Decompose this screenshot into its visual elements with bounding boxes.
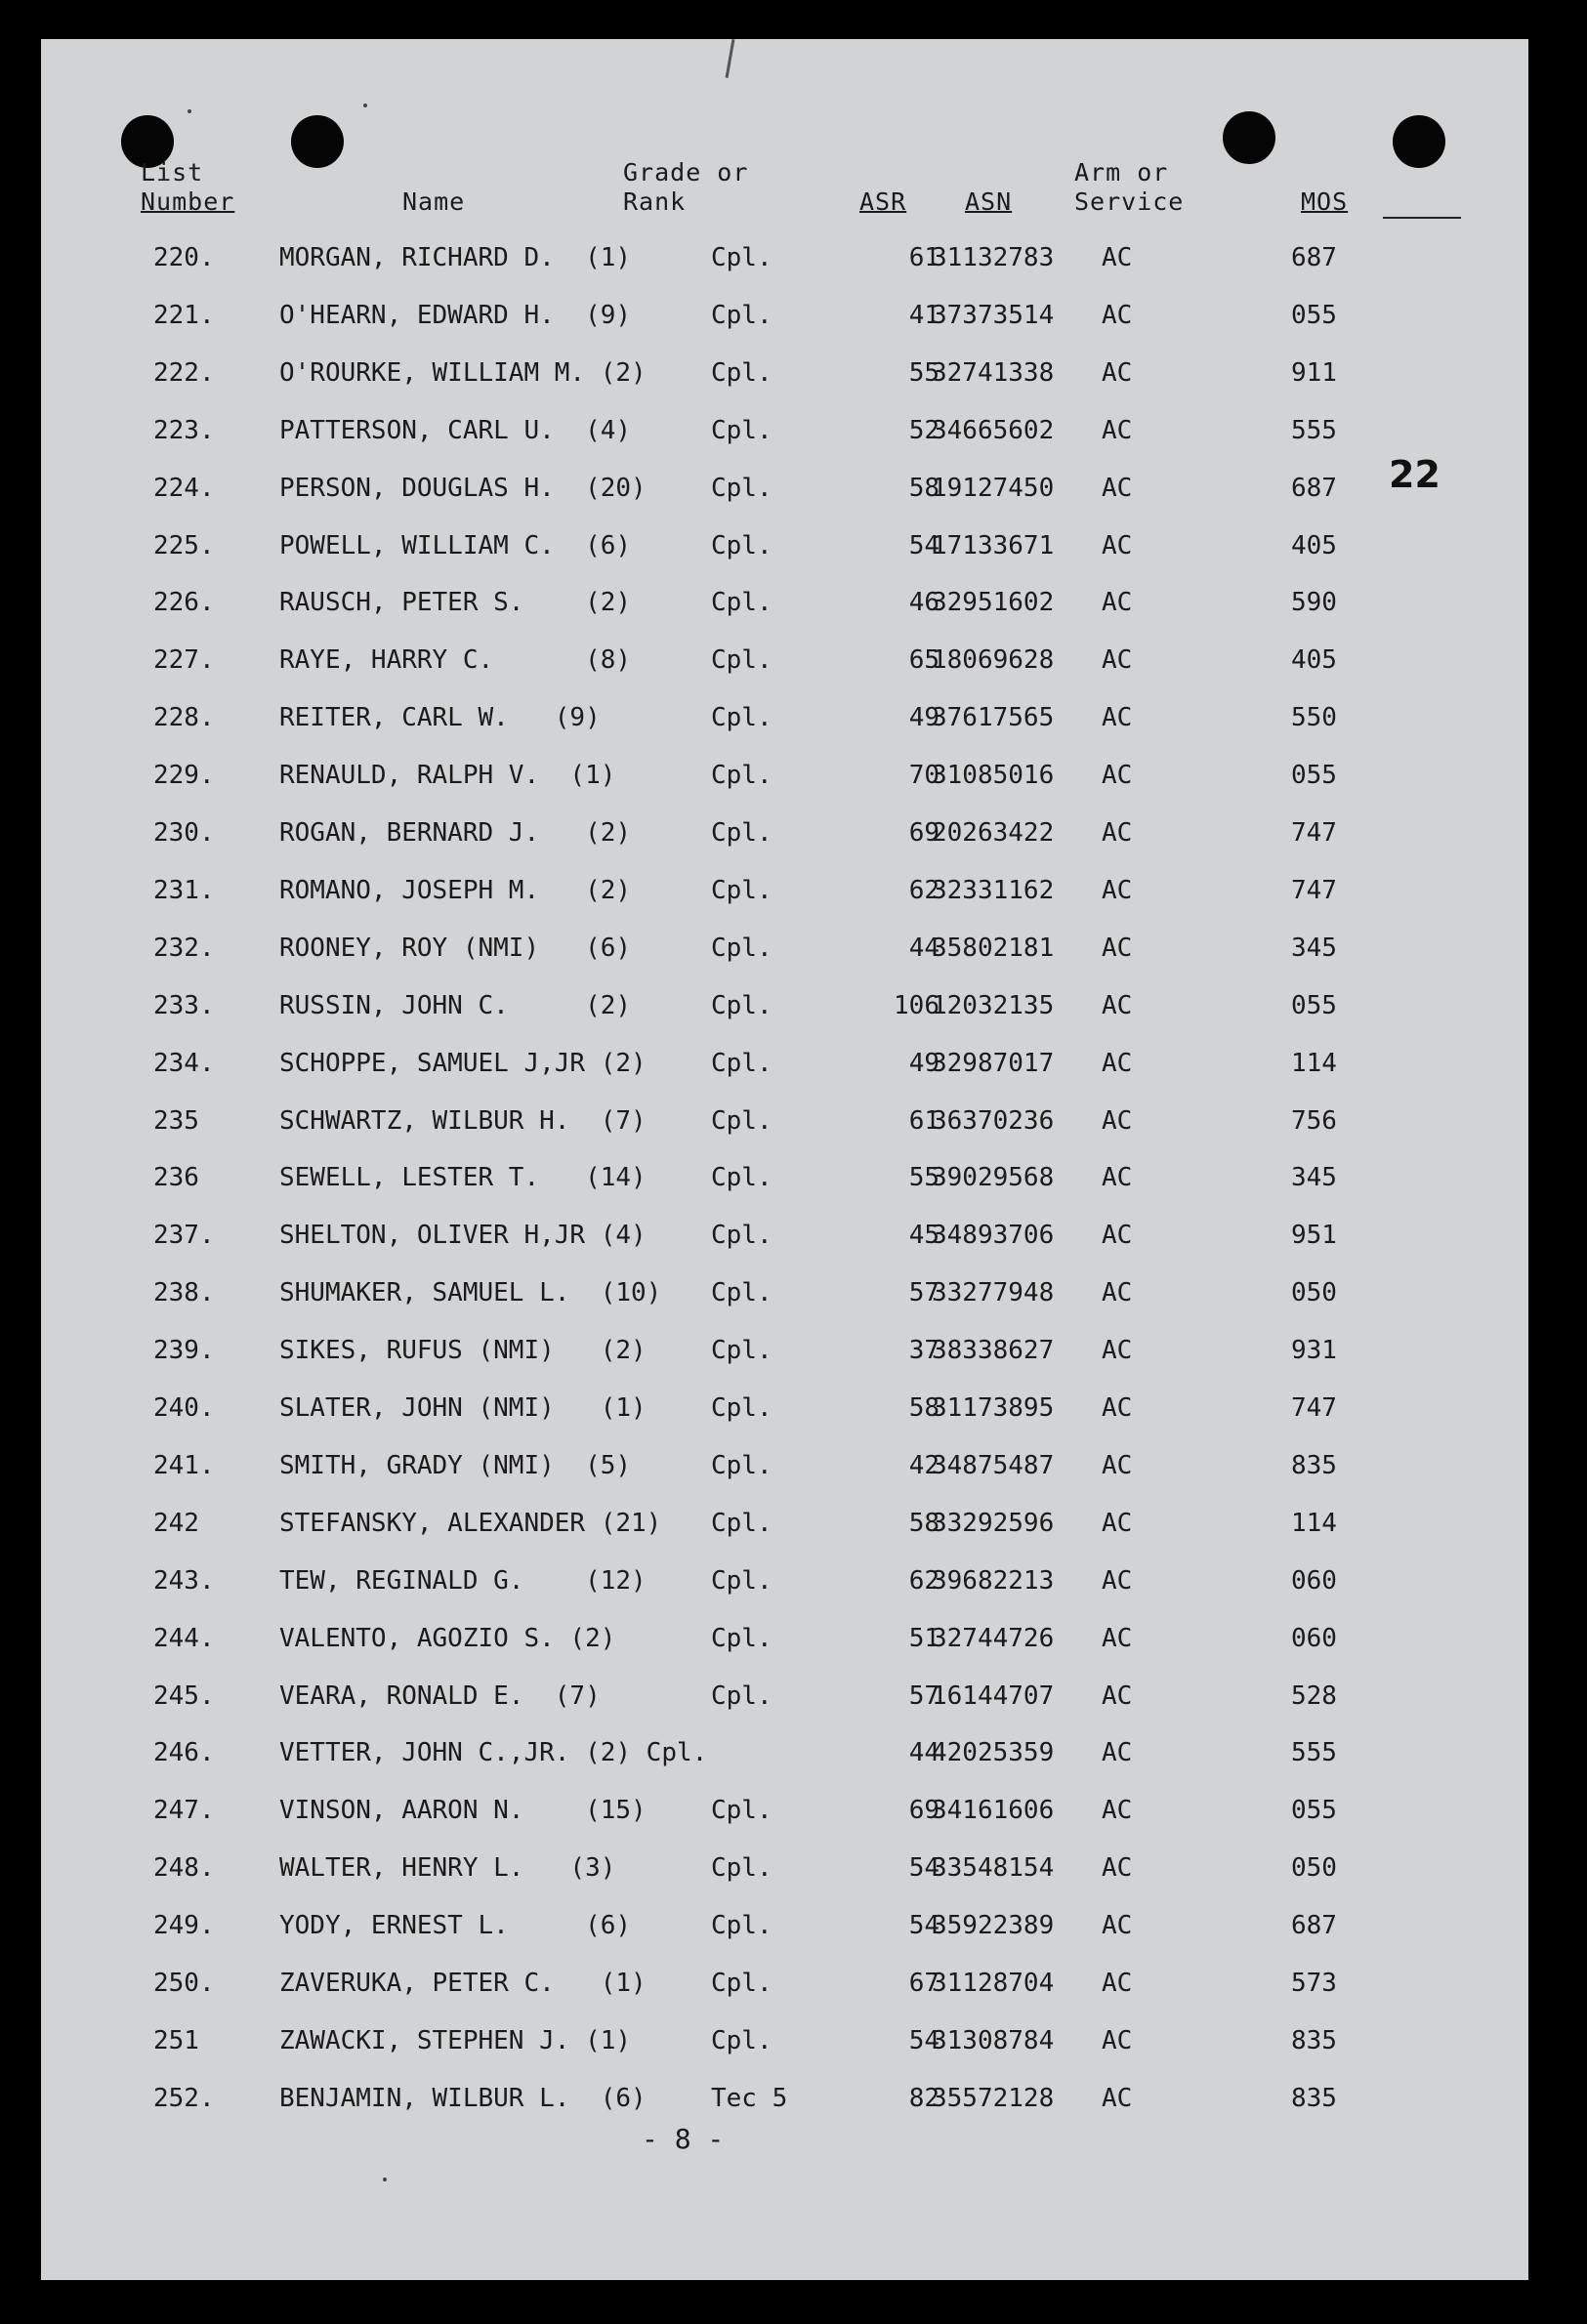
mos-code: 055	[1291, 761, 1337, 791]
serial-number: 39029568	[932, 1163, 1055, 1193]
serial-number: 34665602	[932, 415, 1055, 445]
soldier-name: O'HEARN, EDWARD H. (9)	[279, 300, 632, 330]
grade: Cpl.	[711, 2025, 773, 2055]
table-row	[41, 929, 1528, 968]
mos-code: 951	[1291, 1221, 1337, 1251]
asr-score: 44	[908, 1738, 940, 1768]
mos-code: 747	[1291, 1393, 1337, 1423]
arm-service: AC	[1102, 588, 1133, 618]
list-number: 227.	[153, 645, 215, 676]
arm-service: AC	[1102, 1681, 1133, 1711]
header-asr-label: ASR	[859, 187, 907, 216]
serial-number: 33548154	[932, 1853, 1055, 1884]
header-rule	[1383, 217, 1461, 219]
list-number: 229.	[153, 761, 215, 791]
grade: Cpl.	[711, 1393, 773, 1423]
serial-number: 33292596	[932, 1508, 1055, 1538]
table-row	[41, 1273, 1528, 1312]
asr-score: 58	[908, 1508, 940, 1538]
list-number: 249.	[153, 1911, 215, 1941]
mos-code: 050	[1291, 1853, 1337, 1884]
grade: Cpl.	[711, 1105, 773, 1136]
asr-score: 51	[908, 1623, 940, 1653]
soldier-name: WALTER, HENRY L. (3)	[279, 1853, 616, 1884]
mos-code: 345	[1291, 933, 1337, 963]
table-row	[41, 1791, 1528, 1830]
list-number: 251	[153, 2025, 199, 2055]
list-number: 243.	[153, 1565, 215, 1596]
table-row	[41, 353, 1528, 393]
grade: Cpl.	[711, 1048, 773, 1078]
grade: Tec 5	[711, 2083, 788, 2113]
table-row	[41, 2021, 1528, 2060]
header-number: Number	[141, 187, 235, 216]
table-row	[41, 296, 1528, 335]
arm-service: AC	[1102, 1278, 1133, 1308]
mos-code: 590	[1291, 588, 1337, 618]
soldier-name: VALENTO, AGOZIO S. (2)	[279, 1623, 616, 1653]
mos-code: 835	[1291, 2025, 1337, 2055]
serial-number: 32331162	[932, 875, 1055, 905]
header-asn-label: ASN	[965, 187, 1013, 216]
list-number: 223.	[153, 415, 215, 445]
serial-number: 32951602	[932, 588, 1055, 618]
list-number: 238.	[153, 1278, 215, 1308]
list-number: 221.	[153, 300, 215, 330]
list-number: 245.	[153, 1681, 215, 1711]
asr-score: 57	[908, 1681, 940, 1711]
asr-score: 69	[908, 1796, 940, 1826]
grade: Cpl.	[711, 761, 773, 791]
serial-number: 32741338	[932, 357, 1055, 388]
table-row	[41, 1101, 1528, 1141]
table-row	[41, 526, 1528, 565]
soldier-name: SCHWARTZ, WILBUR H. (7)	[279, 1105, 647, 1136]
list-number: 237.	[153, 1221, 215, 1251]
header-arm	[1074, 158, 1184, 217]
asr-score: 69	[908, 818, 940, 848]
grade: Cpl.	[711, 1163, 773, 1193]
table-row	[41, 1964, 1528, 2003]
header-grade-1: Grade or	[623, 158, 749, 187]
serial-number: 12032135	[932, 990, 1055, 1020]
mos-code: 835	[1291, 2083, 1337, 2113]
mos-code: 555	[1291, 1738, 1337, 1768]
mos-code: 931	[1291, 1336, 1337, 1366]
table-row	[41, 583, 1528, 622]
list-number: 252.	[153, 2083, 215, 2113]
serial-number: 35802181	[932, 933, 1055, 963]
soldier-name: ZAWACKI, STEPHEN J. (1)	[279, 2025, 632, 2055]
table-row	[41, 1331, 1528, 1370]
asr-score: 46	[908, 588, 940, 618]
mos-code: 114	[1291, 1508, 1337, 1538]
grade: Cpl.	[711, 1623, 773, 1653]
list-number: 239.	[153, 1336, 215, 1366]
asr-score: 52	[908, 415, 940, 445]
arm-service: AC	[1102, 1221, 1133, 1251]
serial-number: 34893706	[932, 1221, 1055, 1251]
list-number: 232.	[153, 933, 215, 963]
serial-number: 17133671	[932, 530, 1055, 560]
mos-code: 687	[1291, 473, 1337, 503]
table-row	[41, 1158, 1528, 1197]
asr-score: 61	[908, 243, 940, 272]
grade: Cpl.	[711, 1508, 773, 1538]
punch-hole-right-2	[1393, 115, 1445, 168]
serial-number: 16144707	[932, 1681, 1055, 1711]
list-number: 226.	[153, 588, 215, 618]
arm-service: AC	[1102, 530, 1133, 560]
margin-number: 22	[1389, 453, 1441, 496]
arm-service: AC	[1102, 1969, 1133, 1998]
serial-number: 39682213	[932, 1565, 1055, 1596]
serial-number: 34875487	[932, 1450, 1055, 1480]
document-page	[41, 39, 1528, 2280]
asr-score: 49	[908, 703, 940, 733]
mos-code: 550	[1291, 703, 1337, 733]
list-number: 224.	[153, 473, 215, 503]
punch-hole-right-1	[1223, 111, 1275, 164]
header-list: List	[141, 158, 204, 187]
grade: Cpl.	[711, 703, 773, 733]
grade: Cpl.	[711, 1336, 773, 1366]
table-row	[41, 641, 1528, 680]
soldier-name: SEWELL, LESTER T. (14)	[279, 1163, 647, 1193]
mos-code: 747	[1291, 818, 1337, 848]
serial-number: 38338627	[932, 1336, 1055, 1366]
mos-code: 756	[1291, 1105, 1337, 1136]
grade: Cpl.	[711, 415, 773, 445]
soldier-name: MORGAN, RICHARD D. (1)	[279, 243, 632, 272]
list-number: 228.	[153, 703, 215, 733]
list-number: 225.	[153, 530, 215, 560]
soldier-name: POWELL, WILLIAM C. (6)	[279, 530, 632, 560]
table-row	[41, 1216, 1528, 1255]
list-number: 250.	[153, 1969, 215, 1998]
list-number: 230.	[153, 818, 215, 848]
asr-score: 65	[908, 645, 940, 676]
grade: Cpl.	[711, 1796, 773, 1826]
list-number: 231.	[153, 875, 215, 905]
header-name-label: Name	[402, 187, 466, 216]
table-row	[41, 2079, 1528, 2118]
grade: Cpl.	[711, 1278, 773, 1308]
arm-service: AC	[1102, 1105, 1133, 1136]
asr-score: 62	[908, 875, 940, 905]
table-row	[41, 1504, 1528, 1543]
asr-score: 54	[908, 1853, 940, 1884]
soldier-name: VETTER, JOHN C.,JR. (2) Cpl.	[279, 1738, 708, 1768]
grade: Cpl.	[711, 1853, 773, 1884]
soldier-name: STEFANSKY, ALEXANDER (21)	[279, 1508, 662, 1538]
asr-score: 61	[908, 1105, 940, 1136]
table-row	[41, 756, 1528, 795]
serial-number: 35572128	[932, 2083, 1055, 2113]
soldier-name: RAUSCH, PETER S. (2)	[279, 588, 632, 618]
serial-number: 42025359	[932, 1738, 1055, 1768]
asr-score: 54	[908, 1911, 940, 1941]
soldier-name: SHUMAKER, SAMUEL L. (10)	[279, 1278, 662, 1308]
arm-service: AC	[1102, 645, 1133, 676]
asr-score: 41	[908, 300, 940, 330]
mos-code: 528	[1291, 1681, 1337, 1711]
arm-service: AC	[1102, 1508, 1133, 1538]
arm-service: AC	[1102, 761, 1133, 791]
soldier-name: PATTERSON, CARL U. (4)	[279, 415, 632, 445]
arm-service: AC	[1102, 1450, 1133, 1480]
mos-code: 055	[1291, 300, 1337, 330]
asr-score: 70	[908, 761, 940, 791]
soldier-name: TEW, REGINALD G. (12)	[279, 1565, 647, 1596]
header-arm-1: Arm or	[1074, 158, 1169, 187]
arm-service: AC	[1102, 473, 1133, 503]
list-number: 234.	[153, 1048, 215, 1078]
arm-service: AC	[1102, 818, 1133, 848]
soldier-name: VEARA, RONALD E. (7)	[279, 1681, 601, 1711]
list-number: 222.	[153, 357, 215, 388]
mos-code: 060	[1291, 1623, 1337, 1653]
table-row	[41, 1906, 1528, 1945]
asr-score: 106	[894, 990, 940, 1020]
mos-code: 911	[1291, 357, 1337, 388]
arm-service: AC	[1102, 415, 1133, 445]
list-number: 233.	[153, 990, 215, 1020]
asr-score: 44	[908, 933, 940, 963]
arm-service: AC	[1102, 933, 1133, 963]
soldier-name: REITER, CARL W. (9)	[279, 703, 601, 733]
asr-score: 55	[908, 357, 940, 388]
arm-service: AC	[1102, 1911, 1133, 1941]
header-grade-2: Rank	[623, 187, 687, 216]
serial-number: 32987017	[932, 1048, 1055, 1078]
soldier-name: RAYE, HARRY C. (8)	[279, 645, 632, 676]
table-row	[41, 813, 1528, 852]
arm-service: AC	[1102, 300, 1133, 330]
arm-service: AC	[1102, 1565, 1133, 1596]
soldier-name: PERSON, DOUGLAS H. (20)	[279, 473, 647, 503]
table-row	[41, 1389, 1528, 1428]
arm-service: AC	[1102, 243, 1133, 272]
grade: Cpl.	[711, 243, 773, 272]
table-row	[41, 871, 1528, 910]
serial-number: 31128704	[932, 1969, 1055, 1998]
serial-number: 37373514	[932, 300, 1055, 330]
punch-hole-left-2	[291, 115, 344, 168]
list-number: 246.	[153, 1738, 215, 1768]
serial-number: 20263422	[932, 818, 1055, 848]
grade: Cpl.	[711, 530, 773, 560]
mos-code: 345	[1291, 1163, 1337, 1193]
speck	[363, 104, 367, 107]
asr-score: 67	[908, 1969, 940, 1998]
grade: Cpl.	[711, 1450, 773, 1480]
mos-code: 687	[1291, 1911, 1337, 1941]
table-row	[41, 1733, 1528, 1772]
asr-score: 49	[908, 1048, 940, 1078]
serial-number: 31173895	[932, 1393, 1055, 1423]
grade: Cpl.	[711, 990, 773, 1020]
asr-score: 55	[908, 1163, 940, 1193]
mos-code: 835	[1291, 1450, 1337, 1480]
list-number: 247.	[153, 1796, 215, 1826]
grade: Cpl.	[711, 875, 773, 905]
table-row	[41, 411, 1528, 450]
header-arm-2: Service	[1074, 187, 1185, 216]
soldier-name: ROONEY, ROY (NMI) (6)	[279, 933, 632, 963]
list-number: 242	[153, 1508, 199, 1538]
page-number: - 8 -	[642, 2123, 725, 2155]
table-row	[41, 1446, 1528, 1485]
serial-number: 34161606	[932, 1796, 1055, 1826]
grade: Cpl.	[711, 1911, 773, 1941]
serial-number: 18069628	[932, 645, 1055, 676]
soldier-name: O'ROURKE, WILLIAM M. (2)	[279, 357, 647, 388]
mos-code: 573	[1291, 1969, 1337, 1998]
arm-service: AC	[1102, 357, 1133, 388]
grade: Cpl.	[711, 1681, 773, 1711]
serial-number: 31132783	[932, 243, 1055, 272]
arm-service: AC	[1102, 990, 1133, 1020]
soldier-name: SIKES, RUFUS (NMI) (2)	[279, 1336, 647, 1366]
asr-score: 42	[908, 1450, 940, 1480]
asr-score: 58	[908, 473, 940, 503]
grade: Cpl.	[711, 357, 773, 388]
soldier-name: YODY, ERNEST L. (6)	[279, 1911, 632, 1941]
asr-score: 54	[908, 2025, 940, 2055]
asr-score: 57	[908, 1278, 940, 1308]
grade: Cpl.	[711, 588, 773, 618]
asr-score: 54	[908, 530, 940, 560]
serial-number: 19127450	[932, 473, 1055, 503]
arm-service: AC	[1102, 1738, 1133, 1768]
pen-mark	[726, 39, 735, 78]
grade: Cpl.	[711, 818, 773, 848]
soldier-name: RENAULD, RALPH V. (1)	[279, 761, 616, 791]
soldier-name: ZAVERUKA, PETER C. (1)	[279, 1969, 647, 1998]
table-row	[41, 1619, 1528, 1658]
arm-service: AC	[1102, 2083, 1133, 2113]
mos-code: 405	[1291, 645, 1337, 676]
list-number: 236	[153, 1163, 199, 1193]
serial-number: 37617565	[932, 703, 1055, 733]
grade: Cpl.	[711, 645, 773, 676]
mos-code: 555	[1291, 415, 1337, 445]
serial-number: 31308784	[932, 2025, 1055, 2055]
mos-code: 747	[1291, 875, 1337, 905]
table-row	[41, 986, 1528, 1025]
arm-service: AC	[1102, 1393, 1133, 1423]
soldier-name: SCHOPPE, SAMUEL J,JR (2)	[279, 1048, 647, 1078]
mos-code: 050	[1291, 1278, 1337, 1308]
arm-service: AC	[1102, 1623, 1133, 1653]
serial-number: 35922389	[932, 1911, 1055, 1941]
speck	[188, 109, 191, 113]
table-row	[41, 1848, 1528, 1888]
table-row	[41, 469, 1528, 508]
arm-service: AC	[1102, 703, 1133, 733]
arm-service: AC	[1102, 875, 1133, 905]
mos-code: 114	[1291, 1048, 1337, 1078]
arm-service: AC	[1102, 2025, 1133, 2055]
mos-code: 405	[1291, 530, 1337, 560]
grade: Cpl.	[711, 933, 773, 963]
soldier-name: ROGAN, BERNARD J. (2)	[279, 818, 632, 848]
soldier-name: RUSSIN, JOHN C. (2)	[279, 990, 632, 1020]
asr-score: 37	[908, 1336, 940, 1366]
grade: Cpl.	[711, 1221, 773, 1251]
arm-service: AC	[1102, 1796, 1133, 1826]
arm-service: AC	[1102, 1163, 1133, 1193]
serial-number: 36370236	[932, 1105, 1055, 1136]
grade: Cpl.	[711, 473, 773, 503]
header-list-number	[141, 158, 234, 217]
grade: Cpl.	[711, 300, 773, 330]
mos-code: 687	[1291, 243, 1337, 272]
soldier-name: SMITH, GRADY (NMI) (5)	[279, 1450, 632, 1480]
soldier-name: VINSON, AARON N. (15)	[279, 1796, 647, 1826]
header-grade	[623, 158, 748, 217]
arm-service: AC	[1102, 1048, 1133, 1078]
arm-service: AC	[1102, 1853, 1133, 1884]
asr-score: 58	[908, 1393, 940, 1423]
asr-score: 62	[908, 1565, 940, 1596]
soldier-name: SHELTON, OLIVER H,JR (4)	[279, 1221, 647, 1251]
soldier-name: BENJAMIN, WILBUR L. (6)	[279, 2083, 647, 2113]
table-row	[41, 238, 1528, 277]
list-number: 241.	[153, 1450, 215, 1480]
serial-number: 33277948	[932, 1278, 1055, 1308]
table-row	[41, 698, 1528, 737]
header-name	[402, 187, 465, 217]
speck	[383, 2178, 387, 2181]
table-row	[41, 1561, 1528, 1600]
table-row	[41, 1677, 1528, 1716]
soldier-name: SLATER, JOHN (NMI) (1)	[279, 1393, 647, 1423]
asr-score: 82	[908, 2083, 940, 2113]
header-asr	[859, 187, 906, 217]
serial-number: 32744726	[932, 1623, 1055, 1653]
mos-code: 055	[1291, 990, 1337, 1020]
header-mos	[1301, 187, 1348, 217]
mos-code: 060	[1291, 1565, 1337, 1596]
asr-score: 45	[908, 1221, 940, 1251]
grade: Cpl.	[711, 1565, 773, 1596]
list-number: 244.	[153, 1623, 215, 1653]
soldier-name: ROMANO, JOSEPH M. (2)	[279, 875, 632, 905]
list-number: 248.	[153, 1853, 215, 1884]
list-number: 240.	[153, 1393, 215, 1423]
mos-code: 055	[1291, 1796, 1337, 1826]
serial-number: 31085016	[932, 761, 1055, 791]
list-number: 220.	[153, 243, 215, 272]
grade: Cpl.	[711, 1969, 773, 1998]
arm-service: AC	[1102, 1336, 1133, 1366]
list-number: 235	[153, 1105, 199, 1136]
header-asn	[965, 187, 1012, 217]
table-row	[41, 1044, 1528, 1083]
header-mos-label: MOS	[1301, 187, 1349, 216]
